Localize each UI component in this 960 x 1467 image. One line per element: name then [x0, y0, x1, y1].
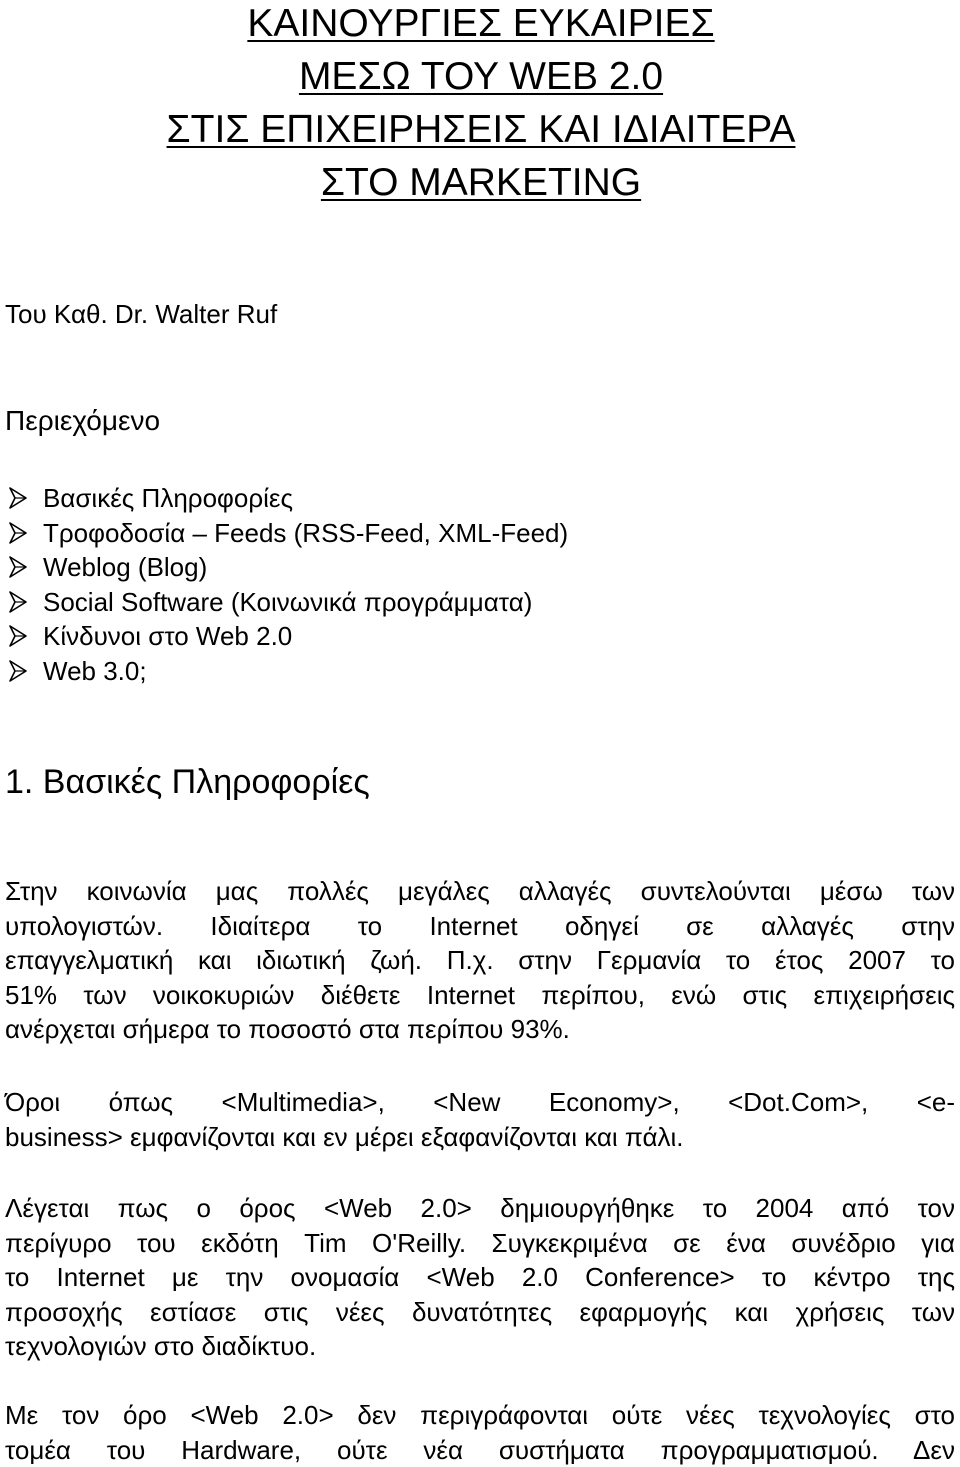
- arrow-bullet-icon: [8, 487, 28, 509]
- title-line-2: ΜΕΣΩ ΤΟΥ WEB 2.0: [298, 55, 664, 98]
- paragraph-line: Λέγεται πως ο όρος <Web 2.0> δημιουργήθηκε το 2004 από τον: [5, 1193, 955, 1223]
- arrow-bullet-icon: [8, 556, 28, 578]
- contents-item-label: Κίνδυνοι στο Web 2.0: [43, 621, 293, 651]
- contents-item-label: Weblog (Blog): [43, 552, 208, 582]
- document-title: [0, 0, 960, 207]
- paragraph-line: τεχνολογιών στο διαδίκτυο.: [5, 1331, 317, 1361]
- author-line: Του Καθ. Dr. Walter Ruf: [5, 299, 278, 329]
- paragraph-line: business> εμφανίζονται και εν μέρει εξαφανίζονται και πάλι.: [5, 1121, 684, 1152]
- paragraph-3: [5, 1191, 955, 1364]
- paragraph-line: περίγυρο του εκδότη Tim O'Reilly. Συγκεκριμένα σε ένα συνέδριο για: [5, 1227, 955, 1258]
- paragraph-2: [5, 1085, 955, 1154]
- title-line-4: ΣΤΟ MARKETING: [320, 161, 642, 204]
- paragraph-line: το Internet με την ονομασία <Web 2.0 Conference> το κέντρο της: [5, 1262, 955, 1292]
- arrow-bullet-icon: [8, 591, 28, 613]
- section-heading: 1. Βασικές Πληροφορίες: [5, 763, 370, 801]
- paragraph-4: [5, 1398, 955, 1467]
- arrow-bullet-icon: [8, 660, 28, 682]
- title-line-3: ΣΤΙΣ ΕΠΙΧΕΙΡΗΣΕΙΣ ΚΑΙ ΙΔΙΑΙΤΕΡΑ: [166, 108, 796, 151]
- contents-item-label: Web 3.0;: [43, 655, 147, 686]
- contents-item-label: Βασικές Πληροφορίες: [43, 483, 294, 513]
- paragraph-line: 51% των νοικοκυριών διέθετε Internet περίπου, ενώ στις επιχειρήσεις: [5, 979, 955, 1010]
- paragraph-line: υπολογιστών. Ιδιαίτερα το Internet οδηγεί σε αλλαγές στην: [5, 910, 955, 941]
- paragraph-line: προσοχής εστίασε στις νέες δυνατότητες εφαρμογής και χρήσεις των: [5, 1296, 955, 1327]
- contents-item-label: Social Software (Κοινωνικά προγράμματα): [43, 586, 533, 617]
- paragraph-1: [5, 874, 955, 1047]
- paragraph-line: ανέρχεται σήμερα το ποσοστό στα περίπου 93%.: [5, 1014, 570, 1044]
- arrow-bullet-icon: [8, 625, 28, 647]
- paragraph-line: Με τον όρο <Web 2.0> δεν περιγράφονται ούτε νέες τεχνολογίες στο: [5, 1400, 955, 1430]
- contents-heading: Περιεχόμενο: [5, 405, 161, 436]
- paragraph-line: Στην κοινωνία μας πολλές μεγάλες αλλαγές συντελούνται μέσω των: [5, 876, 955, 906]
- paragraph-line: τομέα του Hardware, ούτε νέα συστήματα προγραμματισμού. Δεν: [5, 1434, 955, 1465]
- title-line-1: ΚΑΙΝΟΥΡΓΙΕΣ ΕΥΚΑΙΡΙΕΣ: [247, 2, 715, 45]
- contents-item-label: Τροφοδοσία – Feeds (RSS-Feed, XML-Feed): [43, 517, 569, 548]
- paragraph-line: Όροι όπως <Multimedia>, <New Economy>, <Dot.Com>, <e-: [5, 1087, 955, 1117]
- paragraph-line: επαγγελματική και ιδιωτική ζωή. Π.χ. στην Γερμανία το έτος 2007 το: [5, 945, 955, 975]
- arrow-bullet-icon: [8, 522, 28, 544]
